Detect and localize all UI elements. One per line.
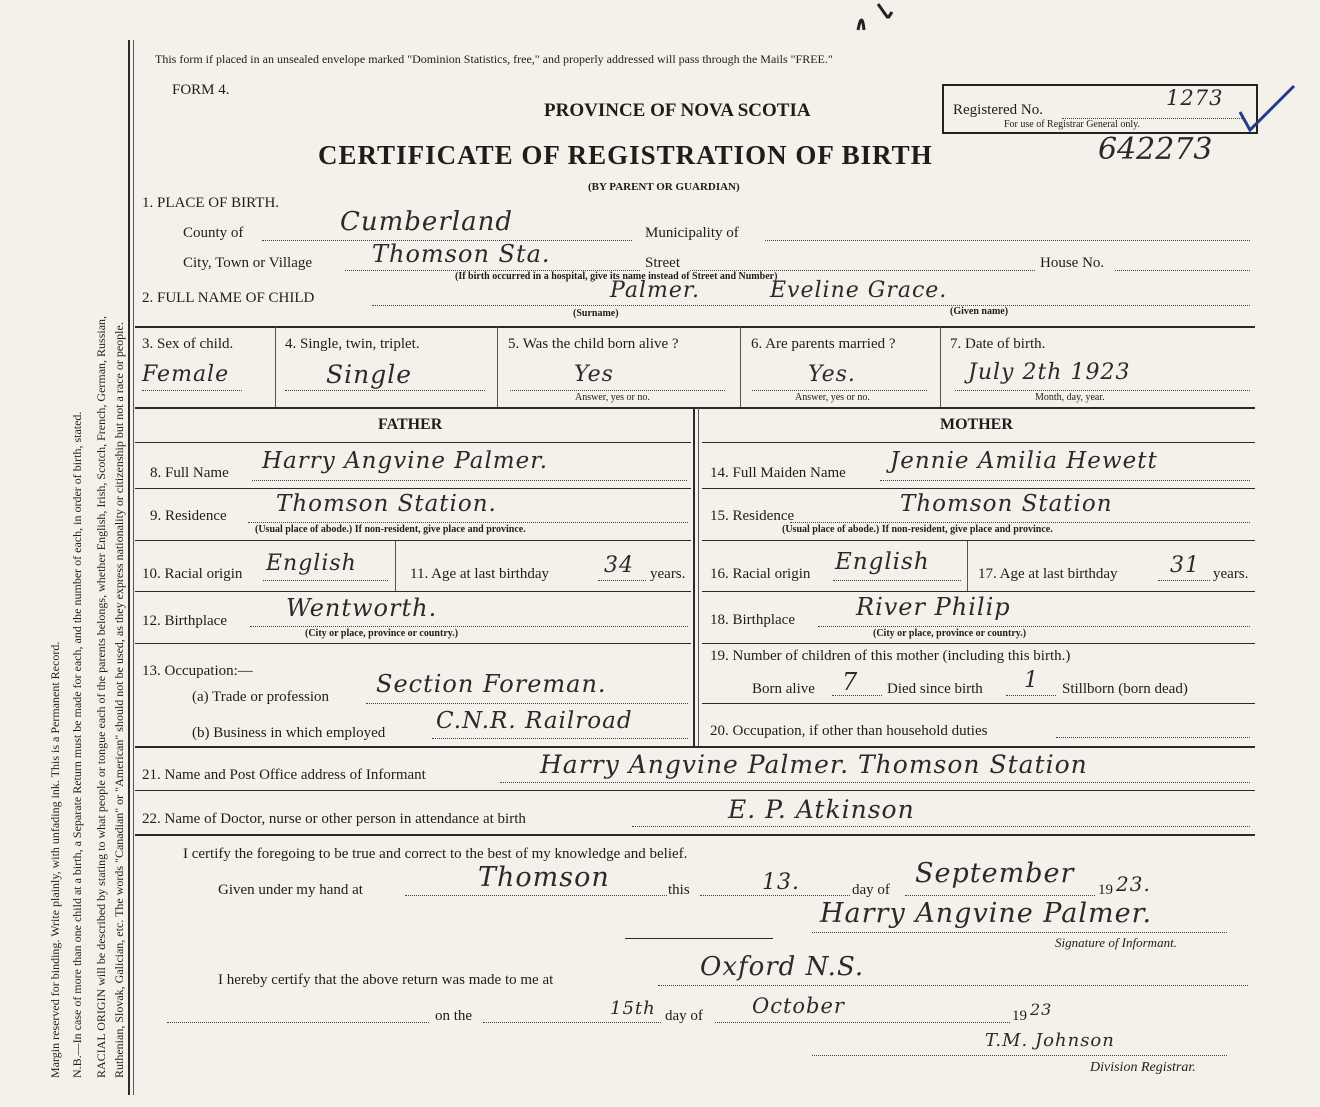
married-line [752, 390, 927, 391]
mother-birthplace-label: 18. Birthplace [710, 612, 795, 628]
dob-label: 7. Date of birth. [950, 336, 1046, 352]
hereby-day: 15th [610, 998, 656, 1019]
province-heading: PROVINCE OF NOVA SCOTIA [544, 100, 811, 121]
mother-occupation-line [1056, 737, 1250, 738]
mother-age-line [1158, 580, 1210, 581]
county-value: Cumberland [340, 207, 513, 237]
hereby-month: October [752, 994, 845, 1018]
month-value: September [915, 858, 1075, 889]
hereby-place-line [658, 985, 1248, 986]
father-business-line [432, 738, 688, 739]
year-value: 23. [1116, 872, 1151, 896]
child-name-label: 2. FULL NAME OF CHILD [142, 290, 315, 306]
father-trade-line [366, 703, 688, 704]
father-business-value: C.N.R. Railroad [436, 708, 633, 734]
given-place: Thomson [478, 862, 610, 893]
on-the-label: on the [435, 1008, 473, 1024]
margin-note-2: N.B.—In case of more than one child at a birth, a Separate Return must be made for each, and the number of each, in order of birth, stated. [70, 411, 84, 1078]
father-name-value: Harry Angvine Palmer. [262, 448, 549, 474]
hereby-place: Oxford N.S. [700, 952, 865, 982]
father-racial-divider [395, 541, 396, 591]
mother-children-label: 19. Number of children of this mother (including this birth.) [710, 648, 1071, 664]
parents-divider-inner [698, 408, 699, 746]
father-name-line [252, 480, 687, 481]
plurality-value: Single [326, 360, 413, 389]
father-racial-line [263, 580, 388, 581]
certificate-number: 642273 [1098, 132, 1213, 167]
sex-line [142, 390, 242, 391]
father-residence-line [248, 522, 688, 523]
mail-notice: This form if placed in an unsealed envelope marked "Dominion Statistics, free," and properly addressed will pass through the Mails "FREE." [155, 52, 833, 66]
mother-racial-line [833, 580, 961, 581]
father-racial-label: 10. Racial origin [142, 566, 243, 582]
this-label: this [668, 882, 690, 898]
hereby-lead-line [167, 1022, 429, 1023]
ink-mark-icon [848, 0, 908, 40]
given-place-line [405, 895, 667, 896]
rule-father-8 [135, 488, 691, 489]
place-heading: 1. PLACE OF BIRTH. [142, 195, 280, 211]
city-label: City, Town or Village [183, 255, 313, 271]
father-heading: FATHER [378, 416, 443, 433]
sex-value: Female [142, 362, 230, 387]
year2-value: 23 [1030, 1000, 1053, 1019]
doctor-label: 22. Name of Doctor, nurse or other person in attendance at birth [142, 811, 526, 827]
informant-signature: Harry Angvine Palmer. [820, 898, 1153, 929]
father-business-label: (b) Business in which employed [192, 725, 386, 741]
mother-residence-value: Thomson Station [900, 491, 1113, 517]
informant-label: 21. Name and Post Office address of Informant [142, 767, 426, 783]
signature-rule [625, 938, 773, 939]
surname-note: (Surname) [573, 308, 619, 319]
registered-value: 1273 [1166, 86, 1224, 110]
father-trade-label: (a) Trade or profession [192, 689, 330, 705]
father-racial-value: English [266, 551, 357, 576]
mother-name-label: 14. Full Maiden Name [710, 465, 846, 481]
box-divider-2 [497, 327, 498, 407]
father-age-value: 34 [604, 553, 634, 578]
registered-box [942, 84, 1258, 134]
died-line [1006, 695, 1056, 696]
born-alive-label: Born alive [752, 681, 815, 697]
mother-racial-label: 16. Racial origin [710, 566, 811, 582]
rule-father-heading [135, 442, 691, 443]
alive-answer-note: Answer, yes or no. [575, 392, 650, 403]
margin-note-3: RACIAL ORIGIN will be described by stating to what people or tongue each of the parents belongs, whether English, Irish, Scotch, French, German, Russian, [94, 315, 108, 1078]
doctor-line [632, 826, 1250, 827]
day-of-label: day of [852, 882, 890, 898]
father-trade-value: Section Foreman. [376, 670, 607, 698]
rule-mother-16 [702, 591, 1255, 592]
registrar-note: For use of Registrar General only. [1004, 119, 1140, 130]
given-label: Given under my hand at [218, 882, 363, 898]
stillborn-label: Stillborn (born dead) [1062, 681, 1188, 697]
rule-under-boxes [135, 407, 1255, 409]
sex-label: 3. Sex of child. [142, 336, 234, 352]
married-value: Yes. [808, 362, 856, 387]
plurality-line [285, 390, 485, 391]
margin-note-4: Ruthenian, Slovak, Galician, etc. The words "Canadian" or "American" should not be used, as they express nationality or citizenship but not a race or people. [112, 322, 126, 1078]
father-birthplace-value: Wentworth. [286, 594, 438, 622]
mother-birthplace-value: River Philip [856, 593, 1011, 621]
check-mark-icon [1238, 84, 1298, 134]
dob-line [955, 390, 1250, 391]
hereby-month-line [715, 1022, 1010, 1023]
mother-residence-label: 15. Residence [710, 508, 795, 524]
mother-birthplace-line [818, 626, 1250, 627]
mother-age-label: 17. Age at last birthday [978, 566, 1118, 582]
mother-residence-line [790, 522, 1250, 523]
rule-father-12 [135, 643, 691, 644]
house-label: House No. [1040, 255, 1105, 271]
doctor-value: E. P. Atkinson [728, 795, 915, 824]
rule-father-10 [135, 591, 691, 592]
father-residence-label: 9. Residence [150, 508, 227, 524]
died-value: 1 [1024, 668, 1039, 693]
rule-21 [135, 790, 1255, 791]
father-abode-note: (Usual place of abode.) If non-resident, give place and province. [255, 524, 526, 535]
form-number: FORM 4. [172, 82, 230, 98]
father-occupation-label: 13. Occupation:— [142, 663, 253, 679]
informant-signature-label: Signature of Informant. [1055, 935, 1177, 950]
father-city-note: (City or place, province or country.) [305, 628, 459, 639]
child-given-name: Eveline Grace. [770, 278, 948, 303]
year2-prefix: 19 [1012, 1008, 1027, 1024]
father-name-label: 8. Full Name [150, 465, 229, 481]
rule-22 [135, 834, 1255, 836]
municipality-label: Municipality of [645, 225, 739, 241]
mother-occupation-label: 20. Occupation, if other than household duties [710, 723, 988, 739]
street-label: Street [645, 255, 680, 271]
mother-city-note: (City or place, province or country.) [873, 628, 1027, 639]
mother-name-value: Jennie Amilia Hewett [890, 448, 1158, 474]
mother-name-line [880, 480, 1250, 481]
month-line [905, 895, 1095, 896]
alive-label: 5. Was the child born alive ? [508, 336, 679, 352]
mother-years-label: years. [1213, 566, 1249, 582]
box-divider-1 [275, 327, 276, 407]
mother-heading: MOTHER [940, 416, 1013, 433]
died-label: Died since birth [887, 681, 983, 697]
house-line [1115, 270, 1250, 271]
mother-racial-value: English [835, 549, 930, 575]
child-name-line [372, 305, 1250, 306]
alive-line [510, 390, 725, 391]
father-birthplace-label: 12. Birthplace [142, 613, 227, 629]
document-title: CERTIFICATE OF REGISTRATION OF BIRTH [318, 140, 933, 170]
dob-note: Month, day, year. [1035, 392, 1105, 403]
parents-divider [693, 408, 695, 746]
plurality-label: 4. Single, twin, triplet. [285, 336, 420, 352]
father-residence-value: Thomson Station. [276, 491, 497, 517]
father-age-line [598, 580, 646, 581]
registrar-label: Division Registrar. [1090, 1060, 1196, 1075]
alive-value: Yes [574, 362, 614, 387]
registrar-signature: T.M. Johnson [985, 1030, 1115, 1051]
day-value: 13. [762, 870, 800, 895]
registered-label: Registered No. [953, 102, 1043, 118]
margin-rule [128, 40, 130, 1095]
margin-rule-inner [133, 40, 134, 1095]
dob-value: July 2th 1923 [968, 360, 1131, 385]
day-line [700, 895, 850, 896]
rule-under-parents [135, 746, 1255, 748]
margin-note-1: Margin reserved for binding. Write plainly, with unfading ink. This is a Permanent Record. [48, 641, 62, 1078]
rule-top-boxes [135, 326, 1255, 328]
rule-mother-19 [702, 703, 1255, 704]
hospital-note: (If birth occurred in a hospital, give its name instead of Street and Number) [455, 271, 778, 282]
day-of2-label: day of [665, 1008, 703, 1024]
rule-mother-18 [702, 643, 1255, 644]
child-surname: Palmer. [610, 278, 700, 303]
registrar-signature-line [812, 1055, 1227, 1056]
rule-father-9 [135, 540, 691, 541]
mother-abode-note: (Usual place of abode.) If non-resident, give place and province. [782, 524, 1053, 535]
document-subtitle: (BY PARENT OR GUARDIAN) [588, 181, 740, 193]
informant-line [500, 782, 1250, 783]
box-divider-4 [940, 327, 941, 407]
rule-mother-heading [702, 442, 1255, 443]
married-label: 6. Are parents married ? [751, 336, 896, 352]
county-label: County of [183, 225, 244, 241]
mother-age-value: 31 [1170, 553, 1200, 578]
city-value: Thomson Sta. [372, 240, 551, 268]
hereby-label: I hereby certify that the above return was made to me at [218, 972, 554, 988]
mother-racial-divider [967, 541, 968, 591]
certify-statement: I certify the foregoing to be true and correct to the best of my knowledge and belief. [183, 846, 688, 862]
rule-mother-15 [702, 540, 1255, 541]
informant-signature-line [812, 932, 1227, 933]
year-prefix: 19 [1098, 882, 1113, 898]
father-birthplace-line [250, 626, 688, 627]
father-years-label: years. [650, 566, 686, 582]
given-name-note: (Given name) [950, 306, 1009, 317]
informant-value: Harry Angvine Palmer. Thomson Station [540, 750, 1088, 779]
born-alive-value: 7 [842, 668, 859, 696]
rule-mother-14 [702, 488, 1255, 489]
hereby-day-line [483, 1022, 661, 1023]
father-age-label: 11. Age at last birthday [410, 566, 549, 582]
married-answer-note: Answer, yes or no. [795, 392, 870, 403]
municipality-line [765, 240, 1250, 241]
box-divider-3 [740, 327, 741, 407]
